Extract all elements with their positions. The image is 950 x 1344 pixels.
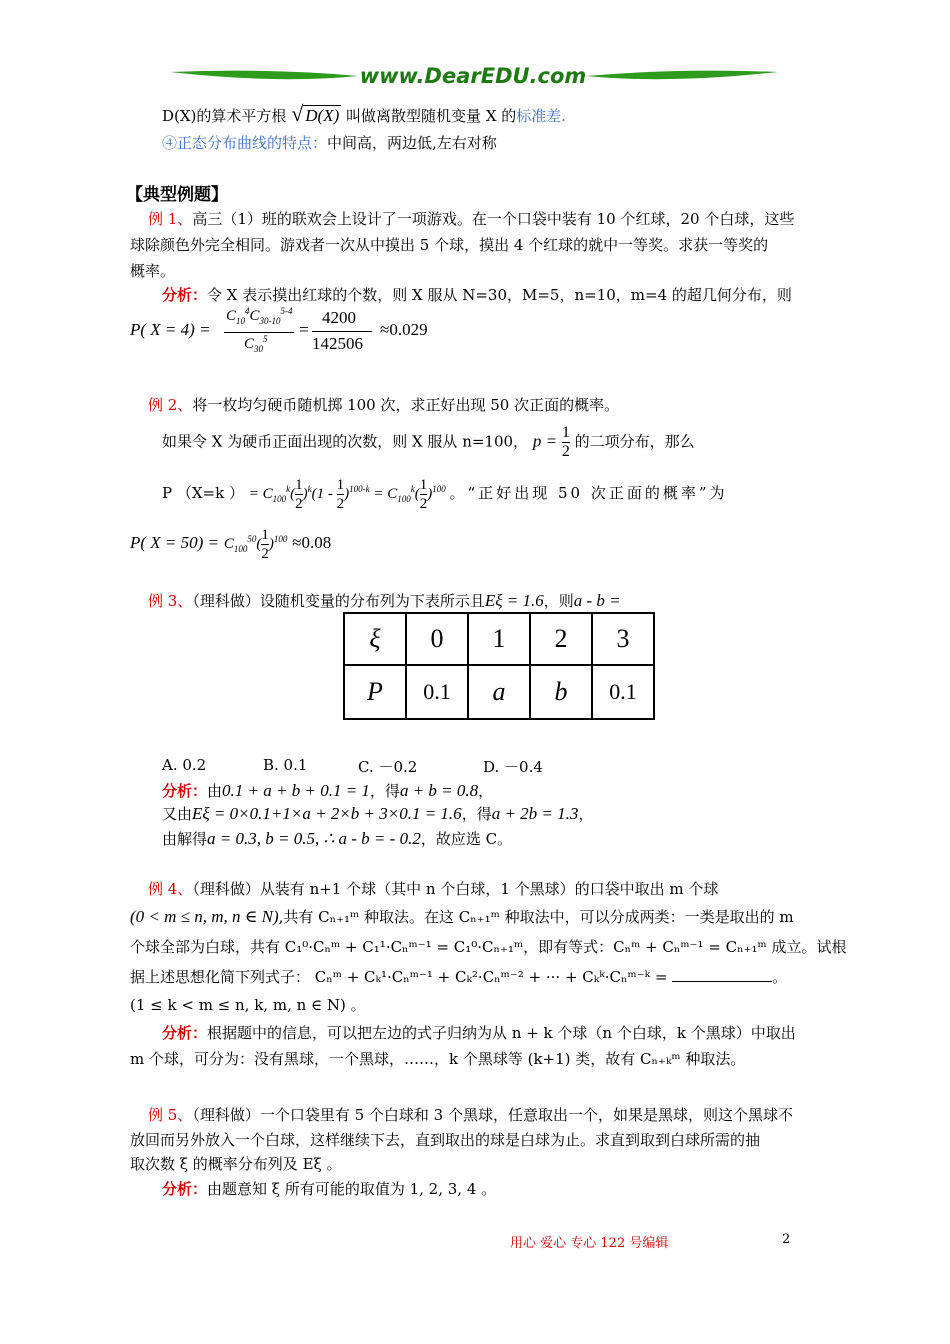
ex1-frac1-num: $C_{10}^4C_{30-10}^{5-4}$ [226,306,293,326]
header-logo [168,62,780,96]
table-cell: 0.1 [406,665,468,719]
ex3-analysis-3: 由解得a = 0.3, b = 0.5, ∴ a - b = - 0.2，故应选 C。 [162,829,513,848]
ex3-option-a: A. 0.2 [162,756,207,774]
footer-slogan: 用心 爱心 专心 122 号编辑 [510,1236,669,1251]
ex2-line-3: P （X=k ） = $C_{100}^k$( $\frac{1}{2}$ )$^k$(1 - $\frac{1}{2}$ )$^{100-k} = C_{100}^k$( $\frac{1}{2}$ )$^{100}$ 。“正好出现 50 次正面的概率”为 [162,477,728,512]
ex2-line-1: 例 2、将一枚均匀硬币随机掷 100 次，求正好出现 50 次正面的概率。 [148,396,620,414]
ex1-frac1-den: $C_{30}^5$ [244,334,268,354]
ex4-line-2: (0 < m ≤ n, m, n ∈ N),共有 Cₙ₊₁ᵐ 种取法。在这 Cₙ₊₁ᵐ 种取法中，可以分成两类：一类是取出的 m [130,907,794,926]
table-cell: 0.1 [592,665,654,719]
sqrt-content: D(X) [305,106,340,125]
table-cell: a [468,665,530,719]
intro-line-2: ④正态分布曲线的特点：中间高，两边低,左右对称 [162,134,497,152]
ex2-line-2: 如果令 X 为硬币正面出现的次数，则 X 服从 n=100， p = $\frac{1}{2}$ 的二项分布，那么 [162,424,695,460]
ex3-analysis-1: 分析：由0.1 + a + b + 0.1 = 1，得a + b = 0.8， [162,781,494,800]
ex4-analysis-2: m 个球，可分为：没有黑球，一个黑球，……，k 个黑球等 (k+1) 类，故有 Cₙ₊ₖᵐ 种取法。 [130,1050,746,1068]
ex3-option-d: D. －0.4 [483,758,543,776]
ex1-line-2: 球除颜色外完全相同。游戏者一次从中摸出 5 个球，摸出 4 个红球的就中一等奖。求获一等奖的 [130,236,769,254]
ex4-line-3: 个球全部为白球，共有 C₁⁰·Cₙᵐ + C₁¹·Cₙᵐ⁻¹ = C₁⁰·Cₙ₊₁ᵐ，即有等式：Cₙᵐ + Cₙᵐ⁻¹ = Cₙ₊₁ᵐ 成立。试根 [130,938,847,956]
ex4-line-5: (1 ≤ k < m ≤ n, k, m, n ∈ N) 。 [130,996,366,1014]
table-cell: P [344,665,406,719]
ex5-line-3: 取次数 ξ 的概率分布列及 Eξ 。 [130,1155,342,1173]
term-standard-deviation: 标准差. [516,107,567,125]
ex1-line-3: 概率。 [130,262,176,280]
table-row [344,665,654,719]
table-cell: ξ [344,613,406,665]
ex5-line-2: 放回而另外放入一个白球，这样继续下去，直到取出的球是白球为止。求直到取到白球所需的抽 [130,1131,761,1149]
ex4-line-1: 例 4、（理科做）从装有 n+1 个球（其中 n 个白球，1 个黑球）的口袋中取出 m 个球 [148,880,719,898]
ex1-formula: P( X = 4) = $C_{10}^4C_{30-10}^{5-4}$ $C_{30}^5$ = 4200 142506 ≈0.029 [130,306,428,354]
ex3-option-c: C. －0.2 [358,758,418,776]
ex5-analysis: 分析：由题意知 ξ 所有可能的取值为 1, 2, 3, 4 。 [162,1180,497,1198]
ex1-analysis: 分析：令 X 表示摸出红球的个数，则 X 服从 N=30，M=5，n=10，m=4 的超几何分布，则 [162,286,792,304]
section-title: 【典型例题】 [126,185,228,205]
frac-half: $\frac{1}{2}$ [561,424,570,460]
ex3-option-b: B. 0.1 [263,756,308,774]
ex3-line-1: 例 3、（理科做）设随机变量的分布列为下表所示且Eξ = 1.6，则a - b = [148,591,621,610]
page-number: 2 [782,1232,791,1247]
ex5-line-1: 例 5、（理科做）一个口袋里有 5 个白球和 3 个黑球，任意取出一个，如果是黑球，则这个黑球不 [148,1106,793,1124]
sqrt-symbol: √ [291,101,304,126]
table-cell: 3 [592,613,654,665]
distribution-table [343,612,655,720]
ex2-binomial-formula: = $C_{100}^k$( $\frac{1}{2}$ )$^k$(1 - $\frac{1}{2}$ )$^{100-k} = C_{100}^k$( $\frac{1}{2}$ )$^{100}$ [248,477,446,512]
answer-blank[interactable] [672,967,772,982]
ex4-analysis-1: 分析：根据题中的信息，可以把左边的式子归纳为从 n + k 个球（n 个白球，k 个黑球）中取出 [162,1024,796,1042]
ex3-analysis-2: 又由Eξ = 0×0.1+1×a + 2×b + 3×0.1 = 1.6，得a + 2b = 1.3， [162,804,594,823]
ex2-line-4: P( $X = 50) = C_{100}^{50}$( $\frac{1}{2}$ )$^{100}$ ≈0.08 [130,527,332,562]
ex4-line-4: 据上述思想化简下列式子： Cₙᵐ + Cₖ¹·Cₙᵐ⁻¹ + Cₖ²·Cₙᵐ⁻² + ··· + Cₖᵏ·Cₙᵐ⁻ᵏ = 。 [130,968,788,986]
table-cell: 1 [468,613,530,665]
table-cell: b [530,665,592,719]
table-row [344,613,654,665]
site-name[interactable]: www.DearEDU.com [359,64,587,88]
ex1-line-1: 例 1、高三（1）班的联欢会上设计了一项游戏。在一个口袋中装有 10 个红球，20 个白球，这些 [148,210,795,228]
table-cell: 0 [406,613,468,665]
intro-line-1: D(X)的算术平方根 √ D(X) 叫做离散型随机变量 X 的标准差. [162,101,567,126]
table-cell: 2 [530,613,592,665]
